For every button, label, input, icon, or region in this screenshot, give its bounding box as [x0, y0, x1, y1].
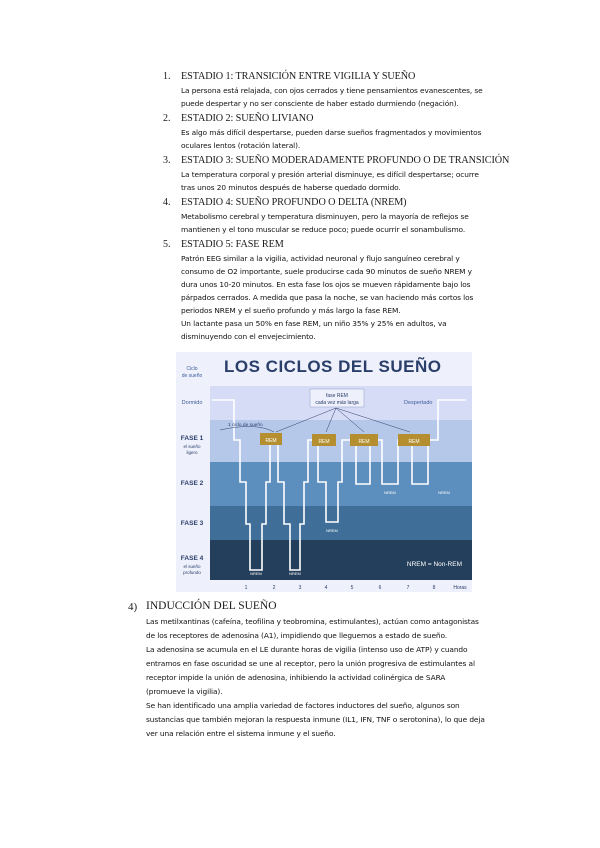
hour-tick: 8: [432, 585, 436, 591]
fase-rem-note: fase REM: [326, 393, 348, 399]
stage-text-line: dura unos 10-20 minutos. En esta fase los ojos se mueven rápidamente bajo los: [181, 280, 471, 289]
row-sublabel: el sueño: [183, 564, 201, 569]
stage-text-line: periodos NREM y el sueño profundo y más largo la fase REM.: [181, 306, 401, 315]
section-title: INDUCCIÓN DEL SUEÑO: [146, 600, 277, 612]
section-text-line: receptor impide la unión de adenosina, inhibiendo la actividad colinérgica de SARA: [146, 673, 446, 682]
stage-number: 4.: [163, 197, 171, 208]
nrem-label: NREM: [438, 490, 450, 495]
stage-title: ESTADIO 1: TRANSICIÓN ENTRE VIGILIA Y SUEÑO: [181, 71, 416, 82]
row-label-fase1: FASE 1: [180, 435, 204, 442]
band-fase2: [210, 462, 472, 506]
row-label-fase2: FASE 2: [180, 480, 204, 487]
section-text-line: entramos en fase oscuridad se une al receptor, pero la unión progresiva de estimulantes al: [146, 659, 475, 668]
hour-tick: 6: [378, 585, 382, 591]
hour-tick: 1: [244, 585, 248, 591]
nrem-label: NREM: [326, 528, 338, 533]
rem-label: REM: [408, 439, 420, 445]
stage-text-line: Un lactante pasa un 50% en fase REM, un niño 35% y 25% en adultos, va: [181, 319, 447, 328]
stage-number: 2.: [163, 113, 171, 124]
hour-tick: 4: [324, 585, 328, 591]
stage-text-line: tras unos 20 minutos después de haberse quedado dormido.: [181, 183, 401, 192]
row-label-dormido: Dormido: [181, 400, 203, 406]
hour-tick: 3: [298, 585, 302, 591]
row-sublabel: el sueño: [183, 444, 201, 449]
row-sublabel: profundo: [183, 570, 201, 575]
stage-title: ESTADIO 4: SUEÑO PROFUNDO O DELTA (NREM): [181, 197, 407, 208]
hour-tick: 5: [350, 585, 354, 591]
diagram-title: LOS CICLOS DEL SUEÑO: [224, 357, 442, 376]
cycle-label: Ciclo: [186, 366, 198, 372]
fase-rem-note: cada vez más larga: [315, 400, 359, 406]
stage-text-line: Metabolismo cerebral y temperatura disminuyen, pero la mayoría de reflejos se: [181, 212, 469, 221]
stage-text-line: La temperatura corporal y presión arterial disminuye, es difícil despertarse; ocurre: [181, 170, 479, 179]
section-text-line: Se han identificado una amplia variedad de factores inductores del sueño, algunos son: [146, 701, 460, 710]
nrem-label: NREM: [250, 571, 262, 576]
rem-label: REM: [265, 438, 277, 444]
stage-number: 3.: [163, 155, 171, 166]
legend: NREM = Non-REM: [406, 561, 462, 568]
row-label-fase3: FASE 3: [180, 520, 204, 527]
section-text-line: ver una relación entre el sistema inmune y el sueño.: [146, 729, 336, 738]
rem-label: REM: [358, 439, 370, 445]
stage-text-line: Patrón EEG similar a la vigilia, actividad neuronal y flujo sanguíneo cerebral y: [181, 254, 460, 263]
section-text-line: La adenosina se acumula en el LE durante horas de vigilia (intenso uso de ATP) y cuando: [146, 645, 468, 654]
stage-text-line: consumo de O2 importante, suele producirse cada 90 minutos de sueño NREM y: [181, 267, 472, 276]
one-cycle-label: 1 ciclo de sueño: [228, 423, 263, 428]
section-text-line: sustancias que también mejoran la respuesta inmune (IL1, IFN, TNF o serotonina), lo que deja: [146, 715, 485, 724]
section-text-line: (promueve la vigilia).: [146, 687, 223, 696]
row-sublabel: ligero: [186, 450, 198, 455]
stage-text-line: La persona está relajada, con ojos cerrados y tiene pensamientos evanescentes, se: [181, 86, 483, 95]
stage-title: ESTADIO 3: SUEÑO MODERADAMENTE PROFUNDO O DE TRANSICIÓN: [181, 155, 510, 166]
cycle-label: de sueño: [181, 373, 203, 379]
row-label-fase4: FASE 4: [180, 555, 204, 562]
rem-label: REM: [318, 439, 330, 445]
hour-tick: 2: [272, 585, 276, 591]
stage-number: 5.: [163, 239, 171, 250]
section-text-line: Las metilxantinas (cafeína, teofilina y teobromina, estimulantes), actúan como antagonistas: [146, 617, 479, 626]
hour-tick: 7: [406, 585, 410, 591]
stage-text-line: oculares lentos (rotación lateral).: [181, 141, 301, 150]
stage-title: ESTADIO 2: SUEÑO LIVIANO: [181, 113, 314, 124]
despertado-label: Despertado: [404, 400, 433, 406]
nrem-label: NREM: [289, 571, 301, 576]
stage-text-line: mantienen y el tono muscular se reduce poco; puede ocurrir el sonambulismo.: [181, 225, 466, 234]
stage-text-line: Es algo más difícil despertarse, pueden darse sueños fragmentados y movimientos: [181, 128, 482, 137]
section-text-line: de los receptores de adenosina (A1), impidiendo que lleguemos a estado de sueño.: [146, 631, 448, 640]
sleep-cycles-diagram: [176, 352, 472, 592]
hours-axis-label: Horas: [453, 585, 467, 591]
nrem-label: NREM: [384, 490, 396, 495]
stage-text-line: párpados cerrados. A medida que pasa la noche, se van haciendo más cortos los: [181, 293, 474, 302]
section-number: 4): [128, 601, 138, 613]
stage-text-line: disminuyendo con el envejecimiento.: [181, 332, 316, 341]
stage-number: 1.: [163, 71, 171, 82]
stage-text-line: puede despertar y no ser consciente de haber estado durmiendo (negación).: [181, 99, 459, 108]
stage-title: ESTADIO 5: FASE REM: [181, 239, 284, 250]
